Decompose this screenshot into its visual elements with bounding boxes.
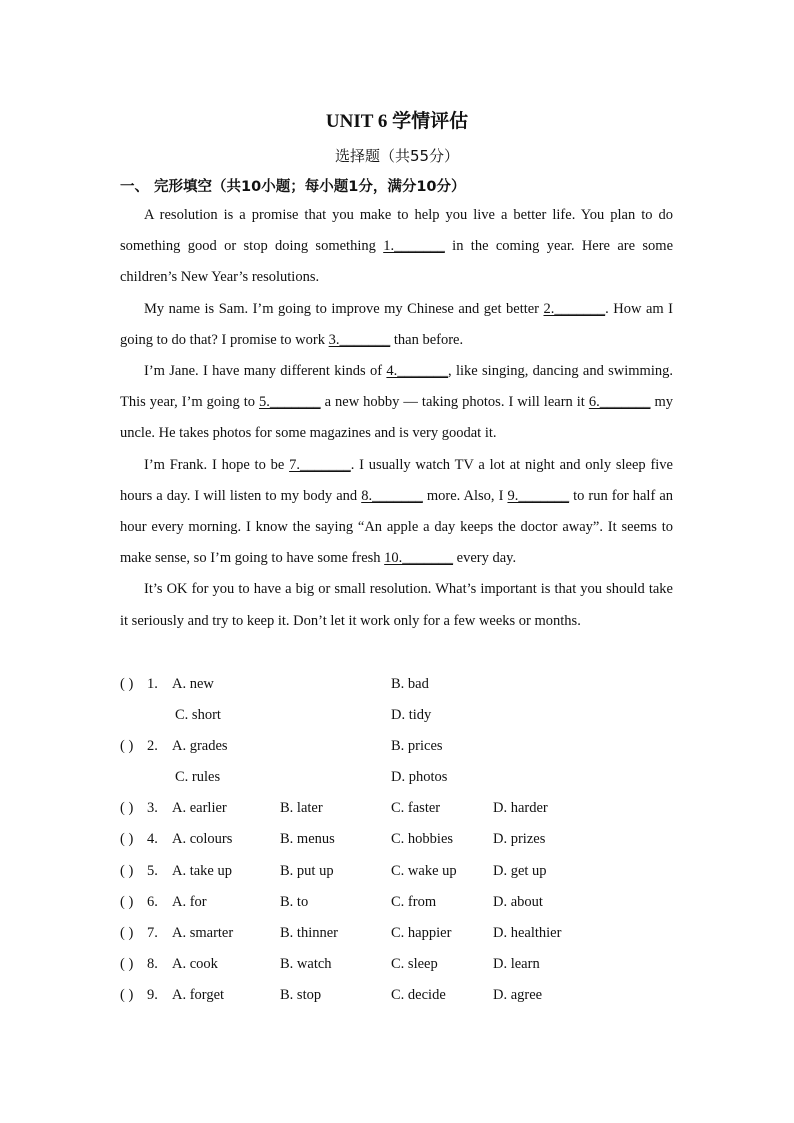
question-number: 9. [147,987,158,1003]
question-number: 2. [147,738,158,754]
question-number: 3. [147,800,158,816]
passage-text: I’m Jane. I have many different kinds of [144,363,387,380]
option-b: B. thinner [280,925,338,941]
option-d: D. harder [493,800,548,816]
question-row [120,863,680,894]
option-b: B. bad [391,676,429,692]
answer-parenthesis[interactable]: ( ) [120,956,134,972]
passage-text: I’m Frank. I hope to be [144,456,290,473]
option-c: C. happier [391,925,452,941]
option-a: A. take up [172,863,232,879]
question-row-continued [120,769,680,800]
option-a: A. colours [172,831,233,847]
passage-text: . I usually watch TV a lot at night and only sleep five hours a day. I will listen to my body and [120,456,673,504]
option-c: C. hobbies [391,831,454,847]
passage-text: My name is Sam. I’m going to improve my Chinese and get better [144,300,544,317]
question-number: 6. [147,894,158,910]
option-d: D. get up [493,863,547,879]
option-d: D. prizes [493,831,546,847]
option-c: C. rules [175,769,221,785]
option-a: A. for [172,894,207,910]
blank-5: 5._______ [258,394,321,411]
answer-parenthesis[interactable]: ( ) [120,676,134,692]
blank-4: 4._______ [386,363,449,380]
question-row [120,800,680,831]
passage-paragraph [120,200,673,294]
option-b: B. menus [280,831,335,847]
passage-text: A resolution is a promise that you make to help you live a better life. You plan to do something good or stop doing something [120,207,673,255]
blank-3: 3._______ [328,331,391,348]
section-heading: 一、 完形填空（共10小题；每小题1分，满分10分） [120,179,466,195]
option-c: C. from [391,894,437,910]
option-a: A. cook [172,956,218,972]
passage-text: my uncle. He takes photos for some magazines and is very goodat it. [120,394,673,442]
option-b: B. to [280,894,309,910]
passage-text: in the coming year. Here are some children’s New Year’s resolutions. [120,238,673,286]
passage-text: than before. [390,331,464,348]
option-d: D. agree [493,987,543,1003]
option-d: D. about [493,894,543,910]
question-row-continued [120,707,680,738]
answer-parenthesis[interactable]: ( ) [120,738,134,754]
option-c: C. short [175,707,221,723]
blank-8: 8._______ [361,487,423,504]
page-title: UNIT 6 学情评估 [325,111,469,132]
passage-paragraph [120,450,673,575]
option-b: B. stop [280,987,322,1003]
passage-text: , like singing, dancing and swimming. This year, I’m going to [120,363,673,411]
page-subtitle: 选择题（共55分） [334,147,460,165]
blank-10: 10._______ [384,550,454,567]
passage-text: It’s OK for you to have a big or small resolution. What’s important is that you should take it seriously and try to keep it. Don’t let it work only for a few weeks or months. [120,581,673,629]
passage-text: . How am I going to do that? I promise to work [120,300,673,348]
option-b: B. put up [280,863,334,879]
answer-parenthesis[interactable]: ( ) [120,831,134,847]
question-row [120,987,680,1018]
passage-text: more. Also, I [422,487,508,504]
question-number: 8. [147,956,158,972]
blank-1: 1._______ [383,238,445,255]
option-b: B. later [280,800,323,816]
question-number: 7. [147,925,158,941]
option-d: D. learn [493,956,540,972]
option-a: A. earlier [172,800,227,816]
answer-parenthesis[interactable]: ( ) [120,987,134,1003]
question-number: 4. [147,831,158,847]
passage-text: to run for half an hour every morning. I know the saying “An apple a day keeps the doctor away”. It seems to make sense, so I’m going to have some fresh [120,487,674,567]
cloze-passage [120,200,673,637]
passage-text: every day. [453,550,517,567]
answer-parenthesis[interactable]: ( ) [120,800,134,816]
passage-text: a new hobby — taking photos. I will learn it [320,394,589,411]
option-c: C. faster [391,800,441,816]
blank-6: 6._______ [588,394,651,411]
option-a: A. smarter [172,925,234,941]
question-row [120,831,680,862]
question-row [120,738,680,769]
option-a: A. new [172,676,214,692]
answer-parenthesis[interactable]: ( ) [120,863,134,879]
option-a: A. grades [172,738,228,754]
passage-paragraph [120,294,673,356]
option-c: C. wake up [391,863,457,879]
question-number: 1. [147,676,158,692]
question-row [120,956,680,987]
option-b: B. watch [280,956,332,972]
passage-paragraph [120,574,673,636]
question-number: 5. [147,863,158,879]
answer-parenthesis[interactable]: ( ) [120,925,134,941]
option-c: C. sleep [391,956,438,972]
option-b: B. prices [391,738,443,754]
passage-paragraph [120,356,673,450]
option-c: C. decide [391,987,446,1003]
option-d: D. photos [391,769,448,785]
question-row [120,894,680,925]
blank-7: 7._______ [289,456,351,473]
blank-9: 9._______ [507,487,570,504]
option-d: D. tidy [391,707,432,723]
option-d: D. healthier [493,925,562,941]
blank-2: 2._______ [543,300,606,317]
question-row [120,676,680,707]
option-a: A. forget [172,987,225,1003]
answer-parenthesis[interactable]: ( ) [120,894,134,910]
question-row [120,925,680,956]
